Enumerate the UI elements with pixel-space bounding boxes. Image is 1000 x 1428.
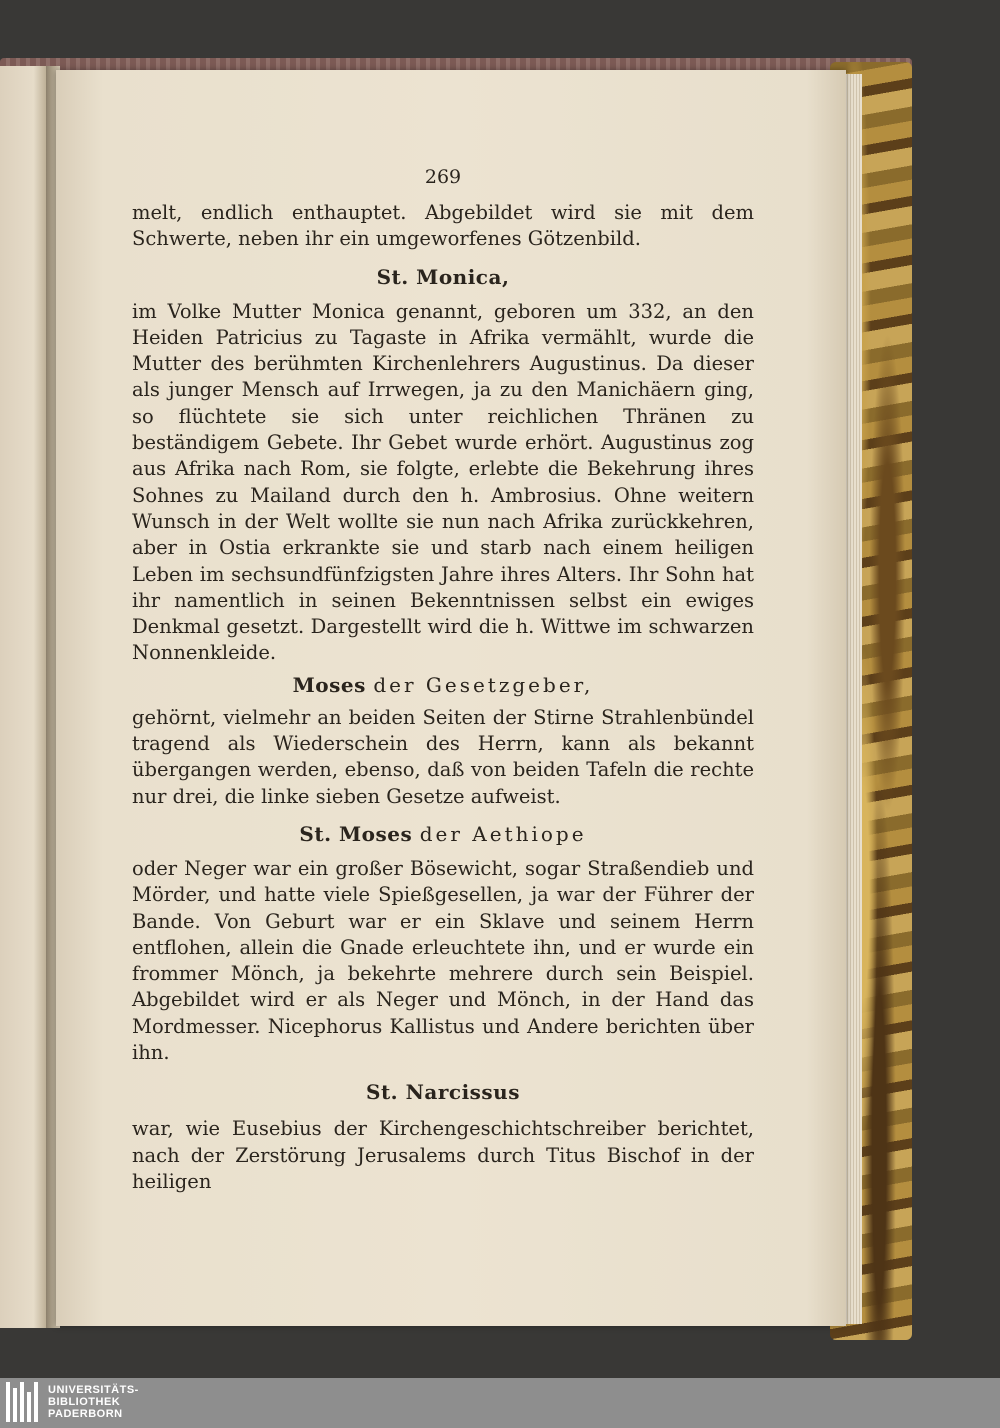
library-logo-text bbox=[48, 1384, 139, 1420]
heading-monica: St. Monica, bbox=[376, 264, 510, 289]
heading-moses bbox=[132, 673, 754, 697]
left-facing-page bbox=[0, 66, 48, 1328]
logo-line-2: BIBLIOTHEK bbox=[48, 1396, 121, 1408]
heading-moses-title: der Gesetzgeber, bbox=[373, 672, 594, 697]
paragraph-intro: melt, endlich enthauptet. Abgebildet wird sie mit dem Schwerte, neben ihr ein umgeworfenes Götzenbild. bbox=[132, 201, 754, 251]
page-text bbox=[132, 166, 754, 1195]
paragraph-moses: gehörnt, vielmehr an beiden Seiten der Stirne Strahlenbündel tragend als Wiederschein des Herrn, kann als bekannt übergangen werden, ebenso, daß von beiden Tafeln die rechte nur drei, die linke sieben Gesetze aufweist. bbox=[132, 705, 754, 808]
footer-bar bbox=[0, 1378, 1000, 1428]
heading-moses-ethiopian bbox=[132, 822, 754, 846]
page-number: 269 bbox=[424, 166, 462, 188]
paragraph-monica: im Volke Mutter Monica genannt, geboren um 332, an den Heiden Patricius zu Tagaste in Afrika vermählt, wurde die Mutter des berühmten Kirchenlehrers Augustinus. Da dieser als junger Mensch auf Irrwegen, ja zu den Manichäern ging, so flüchtete sie sich unter reichlichen Thränen zu beständigem Gebete. Ihr Gebet wurde erhört. Augustinus zog aus Afrika nach Rom, sie folgte, erlebte die Bekehrung ihres Sohnes zu Mailand durch den h. Ambrosius. Ohne weitern Wunsch in der Welt wollte sie nun nach Afrika zurückkehren, aber in Ostia erkrankte sie und starb nach einem heiligen Leben im sechsundfünfzigsten Jahre ihres Alters. Ihr Sohn hat ihr namentlich in seinen Bekenntnissen selbst ein ewiges Denkmal gesetzt. Dargestellt wird die h. Wittwe im schwarzen Nonnenkleide. bbox=[132, 299, 754, 665]
logo-line-3: PADERBORN bbox=[48, 1408, 123, 1420]
heading-narcissus: St. Narcissus bbox=[366, 1080, 520, 1105]
heading-moses-ethiopian-title: der Aethiope bbox=[419, 821, 587, 846]
paragraph-narcissus: war, wie Eusebius der Kirchengeschichtschreiber berichtet, nach der Zerstörung Jerusalems durch Titus Bischof in der heiligen bbox=[132, 1117, 754, 1193]
paragraph-moses-ethiopian: oder Neger war ein großer Bösewicht, sogar Straßendieb und Mörder, und hatte viele Spießgesellen, ja war der Führer der Bande. Von Geburt war er ein Sklave und seinem Herrn entflohen, allein die Gnade erleuchtete ihn, und er wurde ein frommer Mönch, ja bekehrte mehrere durch sein Beispiel. Abgebildet wird er als Neger und Mönch, in der Hand das Mordmesser. Nicephorus Kallistus und Andere berichten über ihn. bbox=[132, 856, 754, 1065]
library-logo-icon bbox=[6, 1382, 38, 1422]
logo-line-1: UNIVERSITÄTS- bbox=[48, 1384, 139, 1396]
library-logo bbox=[6, 1382, 139, 1422]
heading-moses-ethiopian-name: St. Moses bbox=[299, 821, 413, 846]
heading-moses-name: Moses bbox=[292, 672, 366, 697]
book-page bbox=[56, 70, 846, 1326]
